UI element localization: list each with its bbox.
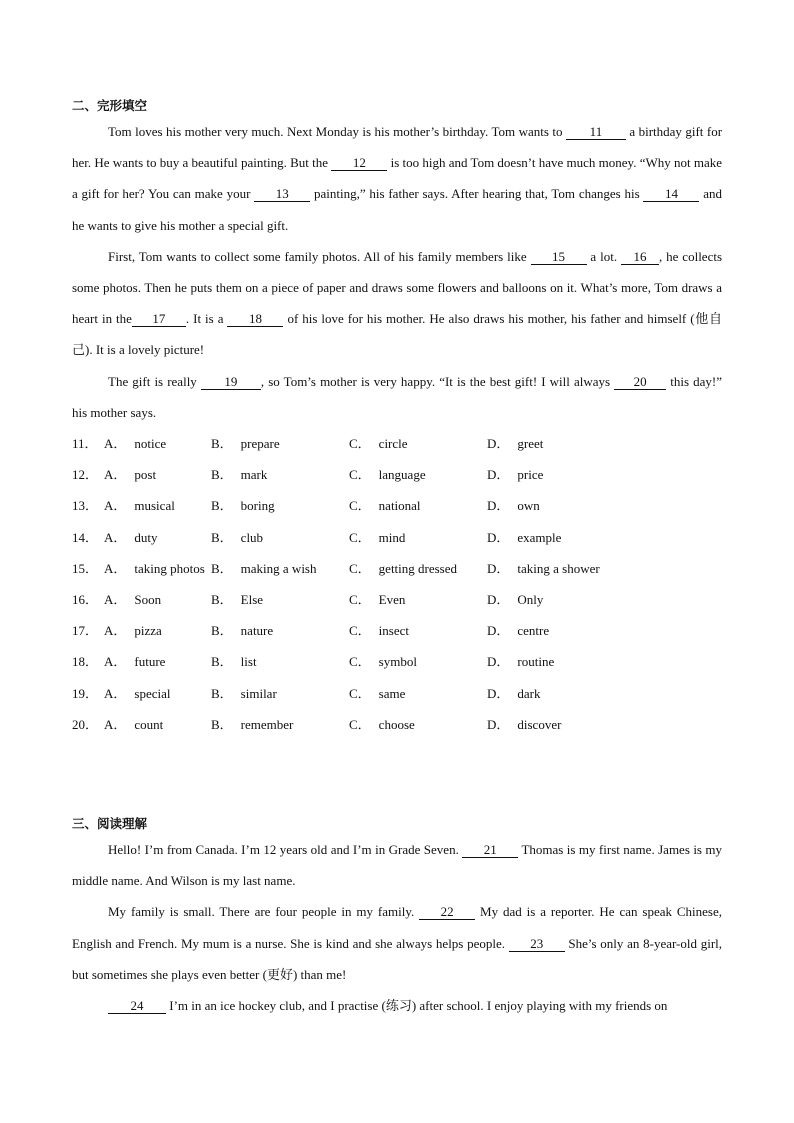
text: of his love for his mother. He also draws his mother, his father and himself (他自己). It is a lovely picture! [72, 311, 723, 358]
blank-16: 16 [621, 250, 659, 265]
section-title-cloze: 二、完形填空 [72, 98, 148, 113]
blank-20: 20 [614, 375, 666, 390]
option-text: choose [378, 716, 415, 732]
question-row [72, 709, 722, 740]
option-a [104, 584, 161, 615]
option-letter: B． [211, 436, 233, 452]
option-letter: B． [211, 467, 233, 483]
option-letter: D． [487, 529, 510, 545]
option-letter: C． [349, 591, 371, 607]
question-row [72, 584, 722, 615]
question-number: 15． [72, 560, 99, 576]
option-text: nature [240, 623, 274, 639]
option-letter: C． [349, 685, 371, 701]
option-a [104, 553, 205, 584]
blank-14: 14 [643, 187, 699, 202]
option-letter: D． [487, 591, 510, 607]
option-a [104, 678, 170, 709]
option-b [211, 553, 317, 584]
option-text: language [378, 467, 426, 483]
option-text: pizza [134, 623, 162, 639]
option-text: post [134, 467, 157, 483]
text: First, Tom wants to collect some family photos. All of his family members like [108, 248, 527, 264]
option-letter: D． [487, 498, 510, 514]
option-a [104, 646, 165, 677]
blank-13: 13 [254, 187, 310, 202]
option-letter: B． [211, 498, 233, 514]
option-c [349, 459, 426, 490]
question-number: 16． [72, 591, 99, 607]
option-text: price [517, 467, 544, 483]
option-letter: C． [349, 498, 371, 514]
blank-19: 19 [201, 375, 261, 390]
option-text: insect [378, 623, 409, 639]
option-text: discover [517, 716, 562, 732]
question-row [72, 428, 722, 459]
option-letter: C． [349, 436, 371, 452]
option-c [349, 646, 417, 677]
option-text: national [378, 498, 421, 514]
option-letter: D． [487, 467, 510, 483]
option-text: mark [240, 467, 268, 483]
option-letter: D． [487, 716, 510, 732]
option-text: same [378, 685, 406, 701]
option-text: similar [240, 685, 277, 701]
option-letter: B． [211, 591, 233, 607]
blank-22: 22 [419, 905, 475, 920]
option-letter: D． [487, 623, 510, 639]
option-letter: A． [104, 685, 127, 701]
option-c [349, 522, 405, 553]
text: Tom loves his mother very much. Next Monday is his mother’s birthday. Tom wants to [108, 124, 563, 139]
text: is too high and Tom doesn’t have much money. “Why not make a gift for her? You can make your [72, 155, 723, 202]
reading-paragraph-1 [72, 834, 722, 896]
option-letter: B． [211, 685, 233, 701]
question-number: 20． [72, 716, 99, 732]
option-text: circle [378, 436, 408, 452]
option-text: example [517, 529, 562, 545]
option-letter: A． [104, 560, 127, 576]
option-text: Even [378, 591, 406, 607]
option-text: centre [517, 623, 550, 639]
question-number: 11． [72, 436, 98, 452]
option-b [211, 428, 280, 459]
question-number: 17． [72, 623, 99, 639]
section-title-reading: 三、阅读理解 [72, 816, 148, 831]
option-text: taking a shower [517, 560, 600, 576]
blank-21: 21 [462, 843, 518, 858]
option-letter: A． [104, 529, 127, 545]
reading-paragraph-3 [72, 990, 722, 1021]
option-text: count [134, 716, 164, 732]
option-a [104, 428, 166, 459]
text: , so Tom’s mother is very happy. “It is the best gift! I will always [260, 373, 611, 389]
option-a [104, 615, 162, 646]
option-text: making a wish [240, 560, 317, 576]
question-row [72, 553, 722, 584]
option-letter: C． [349, 654, 371, 670]
option-text: Soon [134, 591, 162, 607]
option-c [349, 490, 421, 521]
option-d [487, 615, 549, 646]
option-text: prepare [240, 436, 280, 452]
blank-15: 15 [531, 250, 587, 265]
option-letter: A． [104, 716, 127, 732]
option-letter: C． [349, 560, 371, 576]
text: a birthday gift for her. He wants to buy a beautiful painting. But the [72, 124, 723, 171]
option-d [487, 678, 541, 709]
option-text: remember [240, 716, 294, 732]
option-letter: C． [349, 623, 371, 639]
blank-11: 11 [566, 125, 626, 140]
option-d [487, 553, 600, 584]
text: painting,” his father says. After hearing that, Tom changes his [314, 186, 640, 202]
option-letter: B． [211, 560, 233, 576]
question-row [72, 459, 722, 490]
option-b [211, 678, 277, 709]
option-letter: A． [104, 654, 127, 670]
text: I’m in an ice hockey club, and I practise (练习) after school. I enjoy playing with my friends on [169, 998, 668, 1014]
option-letter: D． [487, 654, 510, 670]
option-d [487, 646, 554, 677]
option-letter: B． [211, 654, 233, 670]
option-text: boring [240, 498, 275, 514]
option-text: mind [378, 529, 406, 545]
option-a [104, 490, 175, 521]
option-c [349, 709, 415, 740]
question-number: 13． [72, 498, 99, 514]
option-text: future [134, 654, 166, 670]
text: a lot. [590, 248, 618, 264]
blank-17: 17 [132, 312, 186, 327]
option-letter: A． [104, 623, 127, 639]
text: My family is small. There are four people in my family. [108, 904, 415, 920]
option-text: Only [517, 591, 544, 607]
option-text: list [240, 654, 257, 670]
option-d [487, 709, 561, 740]
option-text: routine [517, 654, 555, 670]
option-letter: B． [211, 529, 233, 545]
question-number: 12． [72, 467, 99, 483]
options-list [72, 428, 722, 740]
option-a [104, 459, 156, 490]
option-letter: D． [487, 560, 510, 576]
option-c [349, 678, 405, 709]
text: , he collects some photos. Then he puts them on a piece of paper and draws some flowers and balloons on it. What’s more, Tom draws a heart in the [72, 248, 723, 327]
option-letter: C． [349, 467, 371, 483]
cloze-paragraph-3 [72, 366, 722, 428]
option-b [211, 584, 263, 615]
option-text: Else [240, 591, 264, 607]
option-text: notice [134, 436, 167, 452]
option-b [211, 522, 263, 553]
option-text: getting dressed [378, 560, 458, 576]
option-b [211, 646, 257, 677]
question-row [72, 678, 722, 709]
option-c [349, 553, 457, 584]
text: She’s only an 8-year-old girl, but sometimes she plays even better (更好) than me! [72, 935, 723, 982]
option-a [104, 709, 163, 740]
option-letter: A． [104, 591, 127, 607]
option-b [211, 615, 273, 646]
option-text: symbol [378, 654, 417, 670]
option-letter: B． [211, 716, 233, 732]
option-text: dark [517, 685, 541, 701]
option-text: musical [134, 498, 175, 514]
option-d [487, 490, 540, 521]
blank-24: 24 [108, 999, 166, 1014]
text: . It is a [185, 311, 224, 327]
question-row [72, 646, 722, 677]
option-letter: C． [349, 716, 371, 732]
text: Hello! I’m from Canada. I’m 12 years old and I’m in Grade Seven. [108, 842, 459, 857]
option-letter: D． [487, 685, 510, 701]
text: this day!” his mother says. [72, 373, 723, 420]
cloze-paragraph-1 [72, 116, 722, 241]
option-letter: A． [104, 436, 127, 452]
question-number: 14． [72, 529, 99, 545]
option-c [349, 584, 405, 615]
question-row [72, 490, 722, 521]
text: and he wants to give his mother a special gift. [72, 186, 722, 233]
option-text: special [134, 685, 171, 701]
option-letter: D． [487, 436, 510, 452]
cloze-paragraph-2 [72, 241, 722, 366]
option-text: greet [517, 436, 544, 452]
text: Thomas is my first name. James is my middle name. And Wilson is my last name. [72, 842, 723, 889]
option-b [211, 459, 267, 490]
question-row [72, 522, 722, 553]
option-d [487, 584, 543, 615]
reading-section [72, 814, 722, 1021]
option-c [349, 615, 409, 646]
option-letter: A． [104, 467, 127, 483]
option-d [487, 428, 543, 459]
option-a [104, 522, 158, 553]
option-letter: A． [104, 498, 127, 514]
blank-23: 23 [509, 937, 565, 952]
blank-18: 18 [227, 312, 283, 327]
option-b [211, 709, 293, 740]
option-d [487, 522, 561, 553]
blank-12: 12 [331, 156, 387, 171]
option-text: club [240, 529, 264, 545]
cloze-section [72, 96, 722, 740]
text: My dad is a reporter. He can speak Chinese, English and French. My mum is a nurse. She is kind and she always helps people. [72, 904, 723, 951]
text: The gift is really [108, 373, 197, 389]
option-text: duty [134, 529, 158, 545]
option-b [211, 490, 275, 521]
option-d [487, 459, 543, 490]
reading-paragraph-2 [72, 896, 722, 990]
option-letter: C． [349, 529, 371, 545]
question-row [72, 615, 722, 646]
option-text: taking photos [134, 560, 205, 576]
question-number: 19． [72, 685, 99, 701]
option-text: own [517, 498, 540, 514]
option-letter: B． [211, 623, 233, 639]
question-number: 18． [72, 654, 99, 670]
option-c [349, 428, 408, 459]
